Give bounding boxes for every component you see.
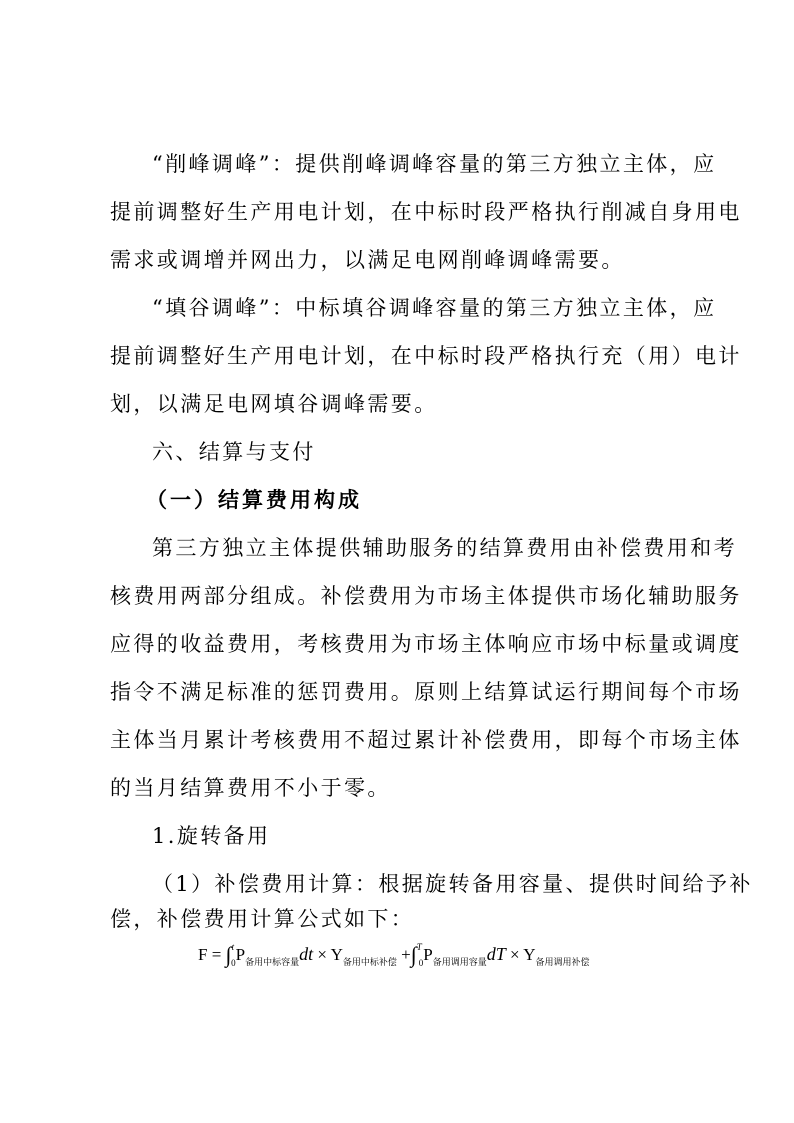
paragraph-line: “削峰调峰”：提供削峰调峰容量的第三方独立主体，应	[152, 152, 717, 176]
integral-lower-limit: 0	[418, 958, 424, 968]
integral-lower-limit: 0	[231, 958, 236, 968]
compensation-formula	[198, 940, 618, 976]
integral-upper-limit: t	[231, 942, 235, 952]
formula-subscript: 备用调用容量	[432, 958, 487, 968]
formula-subscript: 备用中标补偿	[342, 958, 397, 968]
paragraph-line: 提前调整好生产用电计划，在中标时段严格执行充（用）电计	[110, 344, 742, 368]
formula-subscript: 备用中标容量	[245, 958, 300, 968]
formula-differential: dt	[299, 944, 314, 964]
formula-times: ×	[317, 945, 327, 964]
integral-sign: ∫	[225, 942, 232, 967]
paragraph-line: 提前调整好生产用电计划，在中标时段严格执行削减自身用电	[110, 200, 742, 224]
paragraph-line: 应得的收益费用，考核费用为市场主体响应市场中标量或调度	[110, 632, 742, 656]
integral-sign: ∫	[410, 942, 417, 967]
paragraph-line: “填谷调峰”：中标填谷调峰容量的第三方独立主体，应	[152, 296, 717, 320]
formula-y-term: Y	[523, 945, 536, 964]
paragraph-line: 指令不满足标准的惩罚费用。原则上结算试运行期间每个市场	[110, 680, 742, 704]
paragraph-line: 偿，补偿费用计算公式如下：	[110, 907, 415, 931]
subsection-heading: （一）结算费用构成	[146, 488, 362, 512]
integral-upper-limit: T	[416, 942, 422, 952]
paragraph-line: 划，以满足电网填谷调峰需要。	[110, 392, 438, 416]
formula-subscript: 备用调用补偿	[535, 958, 590, 968]
paragraph-line: 需求或调增并网出力，以满足电网削峰调峰需要。	[110, 248, 625, 272]
paragraph-line: 主体当月累计考核费用不超过累计补偿费用，即每个市场主体	[110, 728, 742, 752]
formula-plus: +	[401, 945, 411, 964]
paragraph-line: 核费用两部分组成。补偿费用为市场主体提供市场化辅助服务	[110, 584, 742, 608]
paragraph-line: 第三方独立主体提供辅助服务的结算费用由补偿费用和考	[152, 536, 737, 560]
item-heading: 1.旋转备用	[152, 824, 271, 848]
section-heading: 六、结算与支付	[152, 440, 316, 464]
formula-p-term: P	[423, 945, 433, 964]
formula-differential: dT	[486, 944, 506, 964]
paragraph-line: （1）补偿费用计算：根据旋转备用容量、提供时间给予补	[152, 872, 753, 896]
formula-p-term: P	[235, 945, 246, 964]
formula-lhs: F =	[198, 945, 222, 964]
formula-y-term: Y	[330, 945, 343, 964]
formula-times: ×	[510, 945, 520, 964]
paragraph-line: 的当月结算费用不小于零。	[110, 776, 391, 800]
